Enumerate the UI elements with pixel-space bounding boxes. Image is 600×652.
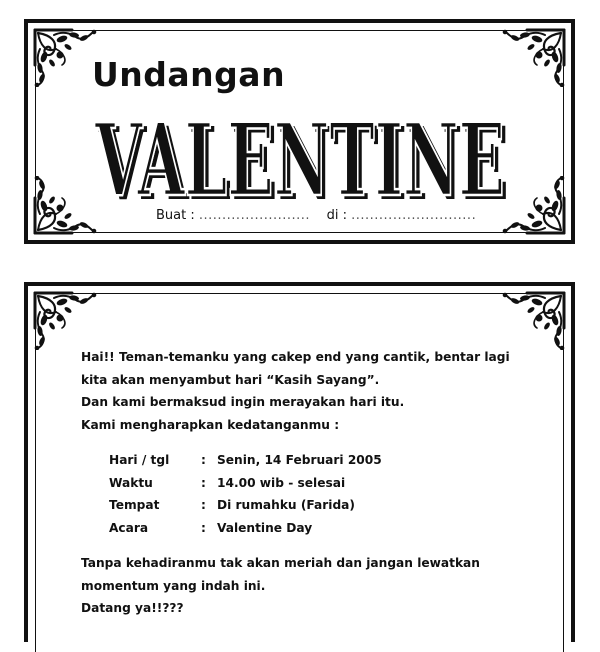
for-blank: ........................ xyxy=(198,208,311,223)
letter-body xyxy=(81,346,541,620)
detail-label: Hari / tgl xyxy=(109,453,170,467)
addressee-line xyxy=(156,208,476,223)
detail-label: Tempat xyxy=(109,498,160,512)
detail-label: Acara xyxy=(109,520,149,535)
ornament-corner-icon xyxy=(501,27,567,87)
detail-separator: : xyxy=(201,520,206,535)
cover-card xyxy=(24,19,575,244)
detail-value: Valentine Day xyxy=(217,520,313,535)
detail-value: Di rumahku (Farida) xyxy=(217,498,355,512)
detail-value: 14.00 wib - selesai xyxy=(217,475,346,490)
closing-line: Datang ya!!??? xyxy=(81,601,184,615)
valentine-title xyxy=(80,81,520,221)
detail-separator: : xyxy=(201,453,206,467)
letter-card xyxy=(24,282,575,642)
detail-label: Waktu xyxy=(109,475,153,490)
detail-row-place xyxy=(109,494,541,517)
intro-line: kita akan menyambut hari “Kasih Sayang”. xyxy=(81,372,380,387)
detail-separator: : xyxy=(201,498,206,512)
at-blank: ........................... xyxy=(351,208,477,223)
detail-value: Senin, 14 Februari 2005 xyxy=(217,453,382,467)
detail-row-event xyxy=(109,517,541,540)
invitation-subtitle: Undangan xyxy=(92,55,286,94)
closing-line: momentum yang indah ini. xyxy=(81,578,266,593)
event-details xyxy=(81,449,541,539)
detail-separator: : xyxy=(201,475,206,490)
ornament-corner-icon xyxy=(32,27,98,87)
closing-line: Tanpa kehadiranmu tak akan meriah dan jangan lewatkan xyxy=(81,556,480,570)
detail-row-time xyxy=(109,472,541,495)
valentine-title-shadow: VALENTINE xyxy=(98,105,509,223)
for-label: Buat : xyxy=(156,208,195,223)
ornament-corner-icon xyxy=(32,290,98,350)
at-label: di : xyxy=(326,208,347,223)
intro-line: Kami mengharapkan kedatanganmu : xyxy=(81,417,340,432)
ornament-corner-icon xyxy=(501,290,567,350)
intro-line: Hai!! Teman-temanku yang cakep end yang cantik, bentar lagi xyxy=(81,350,510,364)
detail-row-date xyxy=(109,449,541,472)
valentine-title-text: VALENTINE xyxy=(94,101,505,219)
intro-line: Dan kami bermaksud ingin merayakan hari itu. xyxy=(81,395,405,409)
